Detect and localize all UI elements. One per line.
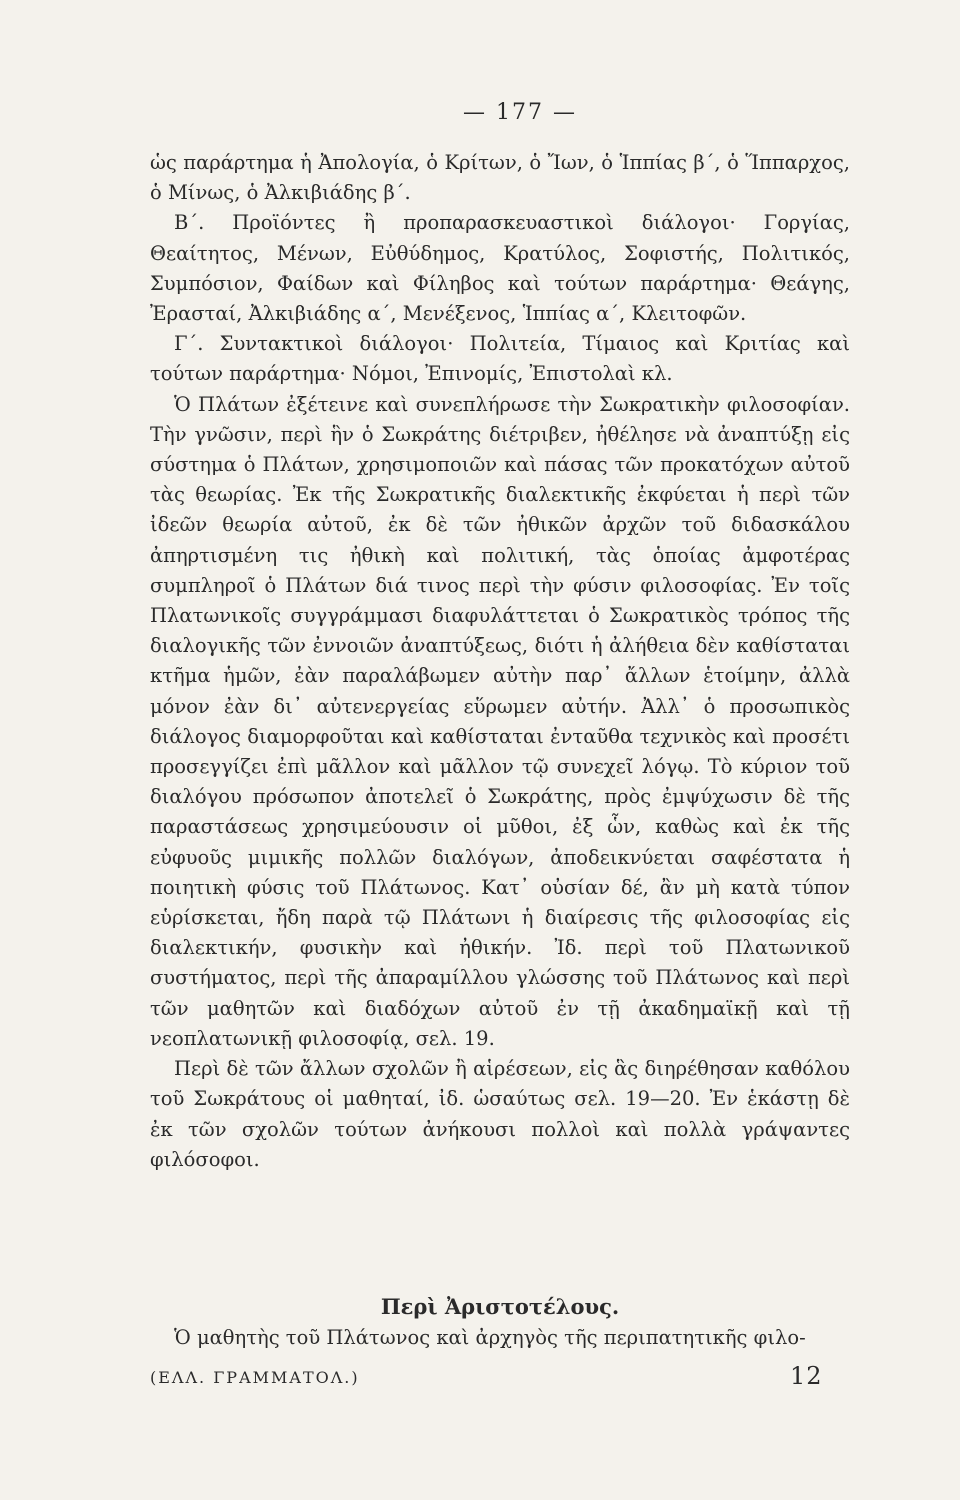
paragraph-1: ὡς παράρτημα ἡ Ἀπολογία, ὁ Κρίτων, ὁ Ἴων, ὁ Ἱππίας β΄, ὁ Ἵππαρχος, ὁ Μίνως, ὁ Ἀλκιβιάδης β΄. [150,151,850,205]
footer-sheet-number: 12 [790,1362,823,1390]
paragraph-6: Ὁ μαθητὴς τοῦ Πλάτωνος καὶ ἀρχηγὸς τῆς περιπατητικῆς φιλο- [174,1326,806,1349]
paragraph-4: Ὁ Πλάτων ἐξέτεινε καὶ συνεπλήρωσε τὴν Σωκρατικὴν φιλοσοφίαν. Τὴν γνῶσιν, περὶ ἣν ὁ Σωκράτης διέτριβεν, ἠθέλησε νὰ ἀναπτύξῃ εἰς σύστημα ὁ Πλάτων, χρησιμοποιῶν καὶ πάσας τῶν προκατόχων αὐτοῦ τὰς θεωρίας. Ἐκ τῆς Σωκρατικῆς διαλεκτικῆς ἐκφύεται ἡ περὶ τῶν ἰδεῶν θεωρία αὐτοῦ, ἐκ δὲ τῶν ἠθικῶν ἀρχῶν τοῦ διδασκάλου ἀπηρτισμένη τις ἠθικὴ καὶ πολιτική, τὰς ὁποίας ἀμφοτέρας συμπληροῖ ὁ Πλάτων διά τινος περὶ τὴν φύσιν φιλοσοφίας. Ἐν τοῖς Πλατωνικοῖς συγγράμμασι διαφυλάττεται ὁ Σωκρατικὸς τρόπος τῆς διαλογικῆς τῶν ἐννοιῶν ἀναπτύξεως, διότι ἡ ἀλήθεια δὲν καθίσταται κτῆμα ἡμῶν, ἐὰν παραλάβωμεν αὐτὴν παρ᾽ ἄλλων ἑτοίμην, ἀλλὰ μόνον ἐὰν δι᾽ αὐτενεργείας εὕρωμεν αὐτήν. Ἀλλ᾽ ὁ προσωπικὸς διάλογος διαμορφοῦται καὶ καθίσταται ἐνταῦθα τεχνικὸς καὶ προσέτι προσεγγίζει ἐπὶ μᾶλλον καὶ μᾶλλον τῷ συνεχεῖ λόγῳ. Τὸ κύριον τοῦ διαλόγου πρόσωπον ἀποτελεῖ ὁ Σωκράτης, πρὸς ἐμψύχωσιν δὲ τῆς παραστάσεως χρησιμεύουσιν οἱ μῦθοι, ἐξ ὧν, καθὼς καὶ ἐκ τῆς εὐφυοῦς μιμικῆς πολλῶν διαλόγων, ἀποδεικνύεται σαφέστατα ἡ ποιητικὴ φύσις τοῦ Πλάτωνος. Κατ᾽ οὐσίαν δέ, ἂν μὴ κατὰ τύπον εὑρίσκεται, ἤδη παρὰ τῷ Πλάτωνι ἡ διαίρεσις τῆς φιλοσοφίας εἰς διαλεκτικήν, φυσικὴν καὶ ἠθικήν. Ἰδ. περὶ τοῦ Πλατωνικοῦ συστήματος, περὶ τῆς ἀπαραμίλλου γλώσσης τοῦ Πλάτωνος καὶ περὶ τῶν μαθητῶν καὶ διαδόχων αὐτοῦ ἐν τῇ ἀκαδημαϊκῇ καὶ τῇ νεοπλατωνικῇ φιλοσοφίᾳ, σελ. 19. [150,392,850,1050]
body-text [150,148,850,1175]
paragraph-2: Β΄. Προϊόντες ἢ προπαρασκευαστικοὶ διάλογοι· Γοργίας, Θεαίτητος, Μένων, Εὐθύδημος, Κρατύλος, Σοφιστής, Πολιτικός, Συμπόσιον, Φαίδων καὶ Φίληβος καὶ τούτων παράρτημα· Θεάγης, Ἐρασταί, Ἀλκιβιάδης α΄, Μενέξενος, Ἱππίας α΄, Κλειτοφῶν. [150,211,850,326]
footer-signature: (ΕΛΛ. ΓΡΑΜΜΑΤΟΛ.) [150,1368,360,1387]
section-heading: Περὶ Ἀριστοτέλους. [380,1294,620,1319]
page-number: — 177 — [463,100,577,125]
paragraph-5: Περὶ δὲ τῶν ἄλλων σχολῶν ἢ αἱρέσεων, εἰς ἃς διηρέθησαν καθόλου τοῦ Σωκράτους οἱ μαθηταί, ἰδ. ὡσαύτως σελ. 19—20. Ἐν ἑκάστῃ δὲ ἐκ τῶν σχολῶν τούτων ἀνήκουσι πολλοὶ καὶ πολλὰ γράψαντες φιλόσοφοι. [150,1057,850,1171]
paragraph-3: Γ΄. Συντακτικοὶ διάλογοι· Πολιτεία, Τίμαιος καὶ Κριτίας καὶ τούτων παράρτημα· Νόμοι, Ἐπινομίς, Ἐπιστολαὶ κλ. [150,332,850,386]
